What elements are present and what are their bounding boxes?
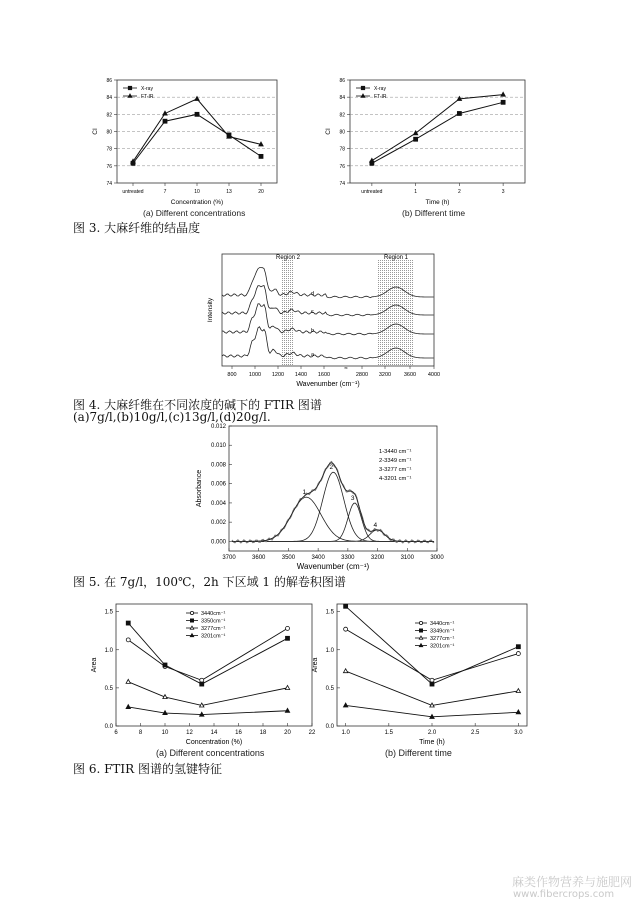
x-tick-label: 1 bbox=[414, 189, 418, 195]
x-axis-label: Time (h) bbox=[419, 739, 445, 746]
peak-label: 4 bbox=[373, 521, 378, 529]
series-line bbox=[128, 707, 287, 715]
y-tick-label: 80 bbox=[106, 129, 112, 136]
data-point bbox=[516, 652, 520, 656]
y-tick-label: 0.0 bbox=[104, 724, 113, 730]
y-tick-label: 0.000 bbox=[210, 539, 226, 546]
data-point bbox=[516, 645, 520, 649]
legend-marker bbox=[190, 626, 194, 629]
x-tick-label: 12 bbox=[186, 730, 193, 736]
fig3b-subcaption: (b) Different time bbox=[402, 208, 466, 218]
data-point bbox=[286, 626, 290, 630]
y-tick-label: 0.006 bbox=[210, 481, 226, 488]
y-tick-label: 0.002 bbox=[210, 520, 226, 527]
fitted-sum bbox=[232, 463, 434, 541]
data-point bbox=[430, 682, 434, 686]
fig4-chart bbox=[196, 248, 444, 395]
data-point bbox=[501, 100, 505, 104]
data-point bbox=[200, 682, 204, 686]
data-point bbox=[516, 689, 520, 693]
fig5-chart bbox=[187, 420, 447, 575]
legend-label: X-ray bbox=[374, 86, 386, 92]
legend-label: X-ray bbox=[141, 86, 153, 92]
legend-marker bbox=[419, 629, 422, 632]
legend-marker bbox=[419, 636, 423, 639]
watermark-line2: www.fibercrops.com bbox=[513, 889, 615, 900]
fig6-caption: 图 6. FTIR 图谱的氢键特征 bbox=[73, 762, 222, 776]
x-tick-label: 16 bbox=[235, 730, 242, 736]
spectrum-label: d bbox=[311, 291, 315, 297]
fig3-caption: 图 3. 大麻纤维的结晶度 bbox=[73, 221, 201, 235]
fig6a-chart bbox=[84, 596, 319, 748]
x-tick-label: 2.0 bbox=[427, 730, 437, 736]
y-tick-label: 0.0 bbox=[325, 724, 334, 730]
x-tick-label: 3000 bbox=[430, 555, 444, 561]
data-point bbox=[259, 142, 263, 146]
x-axis-label: Wavenumber (cm⁻¹) bbox=[296, 381, 360, 388]
fig6b-subcaption: (b) Different time bbox=[385, 748, 452, 758]
x-tick-label: 1.5 bbox=[384, 730, 393, 736]
series-line bbox=[133, 114, 261, 163]
data-point bbox=[163, 119, 167, 123]
x-tick-label: 2.5 bbox=[471, 730, 480, 736]
series-line bbox=[128, 682, 287, 706]
y-tick-label: 0.004 bbox=[210, 500, 226, 507]
y-tick-label: 86 bbox=[339, 78, 345, 84]
x-tick-label: 1.0 bbox=[341, 730, 350, 736]
data-point bbox=[501, 92, 505, 96]
y-tick-label: 76 bbox=[339, 163, 345, 170]
y-tick-label: 74 bbox=[106, 181, 112, 187]
y-tick-label: 1.5 bbox=[325, 609, 334, 616]
y-axis-label: Area bbox=[91, 657, 98, 673]
x-tick-label: 3300 bbox=[341, 555, 355, 561]
fig3a-subcaption: (a) Different concentrations bbox=[143, 208, 246, 218]
legend-marker bbox=[361, 86, 364, 89]
peak-label: 2 bbox=[329, 464, 334, 472]
y-tick-label: 1.0 bbox=[325, 647, 334, 654]
series-line bbox=[346, 671, 519, 705]
legend-label: 1-3440 cm⁻¹ bbox=[379, 449, 412, 455]
y-axis-label: CI bbox=[325, 128, 332, 135]
legend-marker bbox=[128, 86, 131, 89]
legend-label: 3349cm⁻¹ bbox=[430, 628, 455, 635]
x-tick-label: 3 bbox=[501, 189, 505, 195]
data-point bbox=[344, 627, 348, 631]
x-tick-label: 3200 bbox=[370, 555, 385, 561]
data-point bbox=[195, 112, 199, 116]
x-tick-label: 3.0 bbox=[514, 730, 523, 736]
data-point bbox=[285, 708, 289, 712]
legend-label: 4-3201 cm⁻¹ bbox=[379, 476, 412, 482]
data-point bbox=[126, 638, 130, 642]
y-tick-label: 0.010 bbox=[210, 443, 226, 450]
data-point bbox=[343, 669, 347, 673]
axis-break-mark: ≈ bbox=[344, 366, 348, 372]
fig4-caption: 图 4. 大麻纤维在不同浓度的碱下的 FTIR 图谱 bbox=[73, 398, 322, 412]
region-1-label: Region 1 bbox=[383, 255, 409, 261]
data-point bbox=[126, 679, 130, 683]
y-tick-label: 78 bbox=[339, 146, 345, 153]
series-line bbox=[133, 99, 261, 162]
legend-marker bbox=[128, 94, 132, 97]
x-tick-label: 3100 bbox=[400, 555, 414, 561]
x-tick-label: untreated bbox=[361, 189, 383, 195]
legend-label: 2-3349 cm⁻¹ bbox=[379, 458, 412, 464]
legend-marker bbox=[419, 644, 423, 647]
x-axis-label: Time (h) bbox=[425, 199, 450, 206]
x-tick-label: 1600 bbox=[317, 372, 331, 378]
fig3a-chart bbox=[80, 70, 295, 210]
data-point bbox=[163, 695, 167, 699]
legend-marker bbox=[361, 94, 365, 97]
x-tick-label: 8 bbox=[138, 730, 143, 736]
region-2-label: Region 2 bbox=[275, 255, 301, 261]
x-tick-label: 10 bbox=[194, 189, 200, 195]
x-tick-label: 2800 bbox=[355, 372, 369, 378]
y-tick-label: 76 bbox=[106, 163, 112, 170]
fig6a-subcaption: (a) Different concentrations bbox=[156, 748, 265, 758]
fig5-caption: 图 5. 在 7g/l，100℃，2h 下区域 1 的解卷积图谱 bbox=[73, 575, 346, 589]
data-point bbox=[344, 604, 348, 608]
region-2-band bbox=[282, 260, 294, 366]
x-axis-label: Wavenumber (cm⁻¹) bbox=[296, 562, 370, 571]
legend-marker bbox=[190, 619, 193, 622]
x-tick-label: 2 bbox=[457, 189, 461, 195]
spectrum-label: c bbox=[311, 309, 314, 315]
legend-label: FT-IR bbox=[374, 94, 387, 100]
y-axis-label: Area bbox=[312, 657, 319, 673]
x-tick-label: 1400 bbox=[294, 372, 308, 378]
data-point bbox=[457, 111, 461, 115]
x-tick-label: 7 bbox=[163, 189, 167, 195]
x-tick-label: 3600 bbox=[252, 555, 266, 561]
legend-label: 3201cm⁻¹ bbox=[201, 633, 226, 640]
legend-label: 3277cm⁻¹ bbox=[201, 626, 226, 632]
legend-marker bbox=[190, 634, 194, 637]
y-tick-label: 80 bbox=[339, 129, 345, 136]
series-line bbox=[372, 95, 503, 161]
data-point bbox=[163, 111, 167, 115]
spectrum-label: b bbox=[311, 328, 315, 334]
y-tick-label: 84 bbox=[106, 95, 112, 102]
legend-label: 3201cm⁻¹ bbox=[430, 643, 455, 650]
watermark-line1: 麻类作物营养与施肥网 bbox=[512, 875, 633, 889]
y-tick-label: 82 bbox=[106, 112, 112, 119]
measured-spectrum bbox=[232, 462, 434, 543]
peak-label: 3 bbox=[350, 494, 355, 502]
fig6b-chart bbox=[310, 596, 535, 748]
x-tick-label: 4000 bbox=[427, 372, 441, 378]
data-point bbox=[126, 621, 130, 625]
y-tick-label: 0.5 bbox=[104, 685, 113, 692]
y-tick-label: 84 bbox=[339, 95, 345, 102]
x-tick-label: 3200 bbox=[378, 372, 392, 378]
data-point bbox=[200, 678, 204, 682]
x-tick-label: 20 bbox=[284, 730, 291, 736]
series-line bbox=[128, 623, 287, 684]
y-tick-label: 1.5 bbox=[104, 609, 113, 616]
data-point bbox=[286, 636, 290, 640]
x-tick-label: 1200 bbox=[271, 372, 285, 378]
x-axis-label: Concentration (%) bbox=[170, 199, 224, 206]
x-tick-label: 10 bbox=[161, 730, 169, 736]
fig3b-chart bbox=[325, 70, 533, 210]
peak-curve-1 bbox=[232, 494, 434, 541]
legend-label: 3277cm⁻¹ bbox=[430, 636, 455, 642]
data-point bbox=[200, 712, 204, 716]
fig4-caption-detail: (a)7g/l,(b)10g/l,(c)13g/l,(d)20g/l. bbox=[73, 410, 271, 424]
x-tick-label: 3700 bbox=[222, 555, 236, 561]
legend-label: 3440cm⁻¹ bbox=[201, 611, 226, 617]
legend-label: 3-3277 cm⁻¹ bbox=[379, 467, 412, 473]
legend-label: 3440cm⁻¹ bbox=[430, 621, 455, 627]
peak-label: 1 bbox=[302, 489, 307, 497]
data-point bbox=[370, 158, 374, 162]
y-tick-label: 74 bbox=[339, 181, 345, 187]
x-tick-label: untreated bbox=[122, 189, 144, 195]
data-point bbox=[414, 137, 418, 141]
data-point bbox=[516, 710, 520, 714]
legend-label: FT-IR bbox=[141, 94, 154, 100]
data-point bbox=[285, 685, 289, 689]
data-point bbox=[200, 703, 204, 707]
y-axis-label: Absorbance bbox=[196, 469, 203, 508]
x-axis-label: Concentration (%) bbox=[185, 739, 243, 746]
y-axis-label: Intensity bbox=[207, 297, 214, 323]
data-point bbox=[163, 711, 167, 715]
y-tick-label: 1.0 bbox=[104, 647, 113, 654]
x-tick-label: 1000 bbox=[248, 372, 262, 378]
y-tick-label: 0.012 bbox=[210, 424, 226, 430]
x-tick-label: 20 bbox=[258, 189, 264, 195]
legend-label: 3350cm⁻¹ bbox=[201, 618, 226, 625]
data-point bbox=[430, 714, 434, 718]
peak-curve-2 bbox=[232, 472, 434, 541]
y-tick-label: 86 bbox=[106, 78, 112, 84]
y-axis-label: CI bbox=[92, 128, 99, 135]
y-tick-label: 78 bbox=[106, 146, 112, 153]
x-tick-label: 22 bbox=[308, 730, 316, 736]
spectrum-label: a bbox=[311, 352, 315, 358]
legend-marker bbox=[419, 621, 422, 624]
x-tick-label: 13 bbox=[226, 189, 232, 195]
region-1-band bbox=[378, 260, 414, 366]
x-tick-label: 3500 bbox=[281, 555, 296, 561]
x-tick-label: 3600 bbox=[403, 372, 417, 378]
x-tick-label: 14 bbox=[210, 730, 218, 736]
legend-marker bbox=[190, 611, 193, 614]
data-point bbox=[430, 703, 434, 707]
data-point bbox=[163, 663, 167, 667]
y-tick-label: 82 bbox=[339, 112, 345, 119]
data-point bbox=[430, 678, 434, 682]
y-tick-label: 0.5 bbox=[325, 685, 334, 692]
data-point bbox=[126, 705, 130, 709]
x-tick-label: 18 bbox=[259, 730, 267, 736]
data-point bbox=[259, 154, 263, 158]
y-tick-label: 0.008 bbox=[210, 462, 226, 469]
peak-curve-3 bbox=[232, 503, 434, 541]
data-point bbox=[343, 703, 347, 707]
x-tick-label: 3400 bbox=[311, 555, 325, 561]
x-tick-label: 800 bbox=[227, 372, 237, 378]
x-tick-label: 6 bbox=[114, 730, 118, 736]
plot-frame bbox=[229, 426, 437, 551]
series-line bbox=[372, 102, 503, 163]
